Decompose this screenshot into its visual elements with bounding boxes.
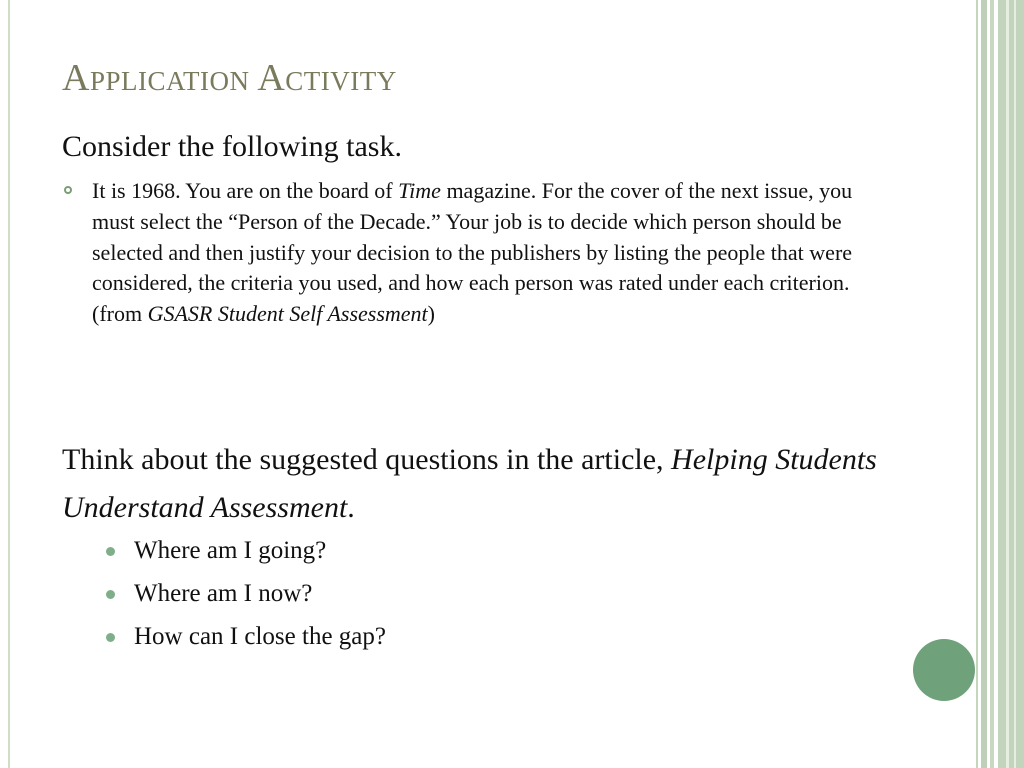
think-tail: . [347,491,355,524]
stripe [981,0,987,768]
question-text: Where am I now? [134,580,313,607]
stripe [1014,0,1016,768]
stripe [976,0,978,768]
question-text: Where am I going? [134,537,327,564]
question-text: How can I close the gap? [134,623,386,650]
intro-text: Consider the following task. [62,130,402,163]
magazine-name: Time [398,178,441,203]
right-decorative-stripes [976,0,1024,768]
source-title: GSASR Student Self Assessment [147,301,428,327]
stripe [998,0,1024,768]
article-title: Helping Students Understand Assessment [62,443,877,524]
list-item [104,534,386,577]
task-part-3: ) [427,301,435,327]
ring-bullet-icon [64,186,72,194]
stripe [990,0,994,768]
green-circle-icon [913,639,975,701]
list-item [104,577,386,620]
dot-bullet-icon [106,633,115,642]
think-text [62,436,922,532]
stripe [1006,0,1009,768]
dot-bullet-icon [106,547,115,556]
dot-bullet-icon [106,590,115,599]
question-list [104,534,386,663]
left-border-line [8,0,10,768]
task-text [92,176,872,330]
list-item [104,620,386,663]
think-lead: Think about the suggested questions in the article, [62,443,672,476]
task-part-1: It is 1968. You are on the board of [92,178,399,203]
task-bullet [62,176,872,330]
slide-title: Application Activity [62,57,397,99]
task-part-2: magazine. For the cover of the next issue, you must select the “Person of the Decade.” Your job is to decide which person should be selected and then justify your decision to the publishers by listing the people that were considered, the criteria you used, and how each person was rated under each criterion. (from [92,178,853,327]
